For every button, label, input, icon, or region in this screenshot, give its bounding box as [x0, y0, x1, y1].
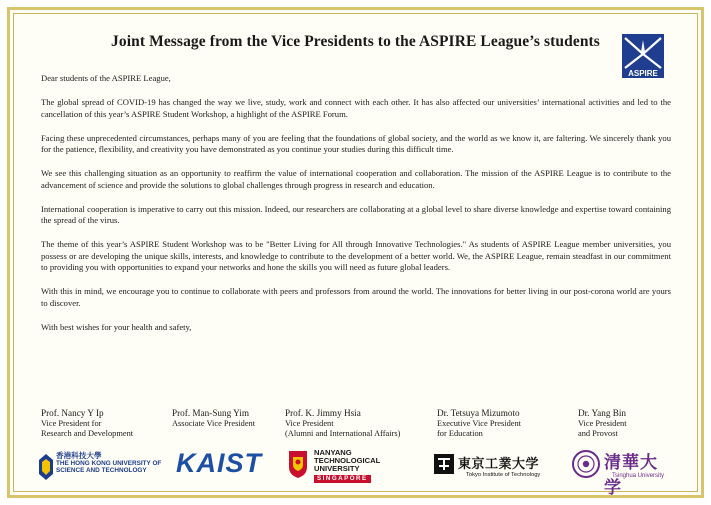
- kaist-logo: KAIST: [176, 448, 262, 478]
- letter-paragraph: The global spread of COVID-19 has changed the way we live, study, work and connect with each other. It has also affected our universities’ international activities and led to the cancellation of this year’s ASPIRE Student Workshop, a highlight of the ASPIRE Forum.: [41, 96, 671, 119]
- tokyo-tech-name: 東京工業大学: [458, 457, 540, 472]
- letter-body: [41, 73, 671, 346]
- tsinghua-seal-icon: [572, 450, 600, 478]
- ntu-name-line: TECHNOLOGICAL: [314, 456, 381, 466]
- university-logos: [0, 448, 711, 498]
- hkust-chinese-name: 香港科技大學: [56, 451, 102, 460]
- ntu-crest-icon: [287, 449, 309, 479]
- hkust-name-line: THE HONG KONG UNIVERSITY OF: [56, 459, 162, 467]
- tsinghua-logo: [572, 448, 672, 498]
- tokyo-tech-logo: [434, 452, 564, 484]
- signatory-ntu: [285, 408, 400, 440]
- signatory-name: Dr. Yang Bin: [578, 408, 626, 418]
- letter-paragraph: The theme of this year’s ASPIRE Student Workshop was to be "Better Living for All through Innovative Technologies." As students of ASPIRE League member universities, you possess or are developing the unique skills, interests, and knowledge to contribute to the development of a better world. We, the ASPIRE League, remain steadfast in our commitment to providing you with opportunities to expand your networks and hone the skills you will need as future global leaders.: [41, 239, 671, 273]
- signatory-title: Research and Development: [41, 429, 134, 439]
- letter-closing: With best wishes for your health and safety,: [41, 322, 192, 333]
- signatory-kaist: [172, 408, 255, 429]
- tsinghua-english-name: Tsinghua University: [612, 473, 665, 479]
- signatory-hkust: [41, 408, 133, 440]
- signatory-tsinghua: [578, 408, 627, 440]
- signatory-title: for Education: [437, 429, 483, 439]
- signatures: [0, 408, 711, 448]
- aspire-logo: [622, 34, 664, 78]
- ntu-name-line: UNIVERSITY: [314, 464, 360, 474]
- letter-greeting: Dear students of the ASPIRE League,: [41, 73, 171, 83]
- hkust-name-line: SCIENCE AND TECHNOLOGY: [56, 467, 147, 475]
- signatory-title: Executive Vice President: [437, 418, 521, 428]
- tsinghua-name: 清華大学: [604, 453, 658, 498]
- signatory-name: Dr. Tetsuya Mizumoto: [437, 408, 520, 418]
- tokyo-tech-emblem-icon: [434, 454, 454, 474]
- signatory-title: Associate Vice President: [172, 418, 256, 428]
- signatory-title: Vice President for: [41, 418, 102, 428]
- hkust-logo: [38, 450, 166, 484]
- signatory-name: Prof. Man-Sung Yim: [172, 408, 249, 418]
- page-title: Joint Message from the Vice Presidents to the ASPIRE League’s students: [111, 33, 600, 50]
- signatory-title: and Provost: [578, 429, 618, 439]
- signatory-title: (Alumni and International Affairs): [285, 429, 401, 439]
- tokyo-tech-english-name: Tokyo Institute of Technology: [466, 472, 541, 478]
- letter-paragraph: We see this challenging situation as an opportunity to reaffirm the value of international cooperation and collaboration. The mission of the ASPIRE League is to contribute to the advancement of science and provide the solutions to global challenges through progress in research and education.: [41, 168, 671, 190]
- ntu-name-line: NANYANG: [314, 448, 352, 457]
- letter-paragraph: With this in mind, we encourage you to continue to collaborate with peers and professors from around the world. The innovations for better living in our post-corona world are yours to discover.: [41, 286, 671, 309]
- hkust-emblem-icon: [38, 454, 54, 480]
- ntu-logo: [287, 445, 397, 487]
- letter-paragraph: Facing these unprecedented circumstances, perhaps many of you are feeling that the foundations of global society, and the world as we know it, are faltering. We sincerely thank you for the patience, flexibility, and creativity you have demonstrated as you continue your studies during this difficult time.: [41, 132, 671, 155]
- signatory-name: Prof. K. Jimmy Hsia: [285, 408, 361, 418]
- ntu-singapore-label: SINGAPORE: [314, 475, 371, 483]
- signatory-title: Vice President: [285, 418, 334, 428]
- aspire-logo-label: ASPIRE: [628, 69, 658, 78]
- signatory-title: Vice President: [578, 418, 627, 428]
- signatory-name: Prof. Nancy Y Ip: [41, 408, 104, 418]
- signatory-tokyo-tech: [437, 408, 521, 440]
- letter-paragraph: International cooperation is imperative to carry out this mission. Indeed, our researchers are collaborating at a global level to share diverse knowledge and expertise toward containing the spread of the virus.: [41, 203, 671, 226]
